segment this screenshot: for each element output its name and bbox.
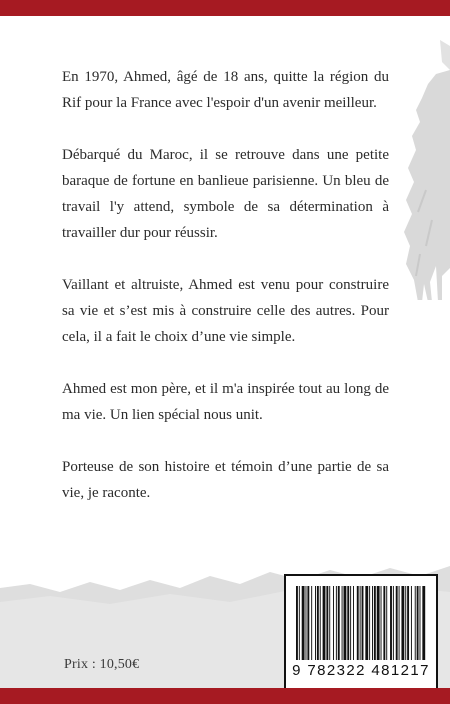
barcode-bar <box>307 586 309 660</box>
barcode-bar <box>399 586 400 660</box>
barcode-bar <box>360 586 361 660</box>
barcode-bar <box>377 586 380 660</box>
barcode-bar <box>369 586 370 660</box>
summary-paragraph: Vaillant et altruiste, Ahmed est venu pour construire sa vie et s’est mis à construire celle des autres. Pour cela, il a fait le choix d’une vie simple. <box>62 277 389 345</box>
barcode-bar <box>306 586 307 660</box>
back-cover-summary <box>62 64 389 532</box>
barcode-bar <box>396 586 398 660</box>
barcode-bar <box>383 586 385 660</box>
barcode-bar <box>338 586 340 660</box>
barcode-bar <box>365 586 368 660</box>
price-label: Prix : 10,50€ <box>64 657 140 672</box>
barcode-bar <box>417 586 419 660</box>
barcode-bar <box>323 586 326 660</box>
summary-paragraph: Débarqué du Maroc, il se retrouve dans une petite baraque de fortune en banlieue parisienne. Un bleu de travail l'y attend, symbole de sa détermination à travailler dur pour réussir. <box>62 147 389 241</box>
barcode-bar <box>420 586 421 660</box>
barcode-bar <box>350 586 351 660</box>
barcode-bar <box>299 586 300 660</box>
barcode-bar <box>353 586 354 660</box>
barcode-bar <box>344 586 347 660</box>
barcode-bar <box>311 586 312 660</box>
barcode-bar <box>386 586 387 660</box>
barcode-bar <box>329 586 330 660</box>
summary-paragraph: Ahmed est mon père, et il m'a inspirée tout au long de ma vie. Un lien spécial nous unit. <box>62 381 389 423</box>
barcode-bar <box>357 586 359 660</box>
barcode-bar <box>315 586 316 660</box>
barcode-bar <box>381 586 382 660</box>
barcode-bar <box>374 586 376 660</box>
barcode-bar <box>415 586 416 660</box>
barcode-bar <box>422 586 425 660</box>
barcode-bar <box>362 586 364 660</box>
barcode-bar <box>372 586 373 660</box>
barcode-bar <box>317 586 319 660</box>
top-red-band <box>0 0 450 16</box>
barcode-bar <box>393 586 394 660</box>
barcode-bar <box>401 586 404 660</box>
isbn-digits: 9 782322 481217 <box>292 662 430 679</box>
barcode-bars <box>296 586 426 660</box>
barcode-bar <box>390 586 392 660</box>
barcode-bar <box>320 586 321 660</box>
barcode-bar <box>333 586 334 660</box>
barcode-bar <box>347 586 349 660</box>
barcode-bar <box>342 586 343 660</box>
barcode-bar <box>407 586 409 660</box>
barcode-bar <box>411 586 412 660</box>
barcode-bar <box>405 586 406 660</box>
isbn-barcode <box>284 574 438 690</box>
barcode-bar <box>336 586 337 660</box>
summary-paragraph: Porteuse de son histoire et témoin d’une partie de sa vie, je raconte. <box>62 459 389 501</box>
barcode-bar <box>302 586 305 660</box>
bottom-red-band <box>0 688 450 704</box>
summary-paragraph: En 1970, Ahmed, âgé de 18 ans, quitte la région du Rif pour la France avec l'espoir d'un avenir meilleur. <box>62 69 389 111</box>
barcode-bar <box>326 586 328 660</box>
barcode-bar <box>296 586 298 660</box>
